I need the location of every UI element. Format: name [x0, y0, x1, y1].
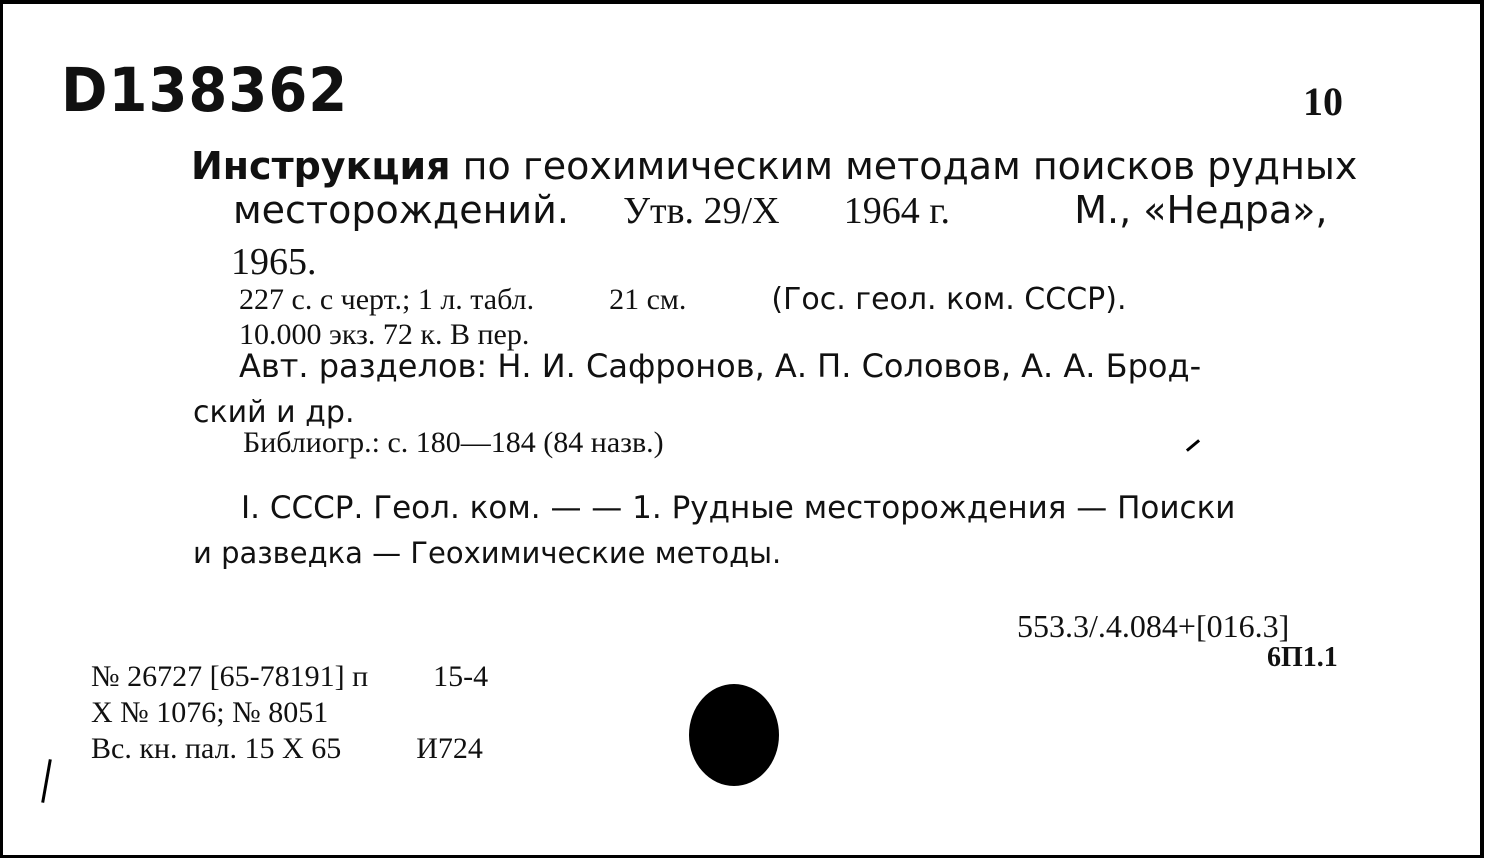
title-line-1-rest: по геохимическим методам поисков рудных [462, 144, 1358, 188]
accession-code: 15-4 [433, 660, 489, 693]
print-run: 10.000 экз. 72 к. В пер. [239, 318, 530, 351]
accession-line-1 [91, 660, 488, 694]
publication-year: 1965. [231, 241, 317, 283]
approval-date: Утв. 29/X [623, 190, 780, 232]
chamber-record: Вс. кн. пал. 15 X 65 [91, 732, 342, 765]
order-code: И724 [416, 732, 483, 765]
title-lead-word: Инструкция [191, 144, 451, 188]
subjects-line-1: I. СССР. Геол. ком. — — 1. Рудные месторождения — Поиски [241, 490, 1236, 526]
pages: 227 с. с черт.; 1 л. табл. [239, 283, 535, 316]
authors-line-2: ский и др. [193, 395, 355, 430]
accession-line-2: X № 1076; № 8051 [91, 696, 329, 729]
bbk-code: 6П1.1 [1267, 642, 1338, 673]
card-number: 10 [1303, 79, 1343, 124]
approval-year: 1964 г. [843, 190, 951, 232]
title-line-2-a: месторождений. [233, 188, 569, 232]
size: 21 см. [609, 283, 687, 316]
pen-tick-mark [1186, 439, 1200, 452]
punch-hole [689, 684, 779, 786]
series: (Гос. геол. ком. СССР). [771, 282, 1127, 317]
udc-code: 553.3/.4.084+[016.3] [1017, 608, 1290, 644]
accession-number: № 26727 [65-78191] п [91, 660, 369, 693]
physical-description [239, 282, 1126, 317]
subjects-line-2: и разведка — Геохимические методы. [193, 536, 782, 570]
accession-line-3 [91, 732, 483, 766]
authors-line-1: Авт. разделов: Н. И. Сафронов, А. П. Соловов, А. А. Брод- [239, 347, 1202, 385]
bibliography: Библиогр.: с. 180—184 (84 назв.) [243, 426, 664, 459]
title-line-1 [191, 144, 1357, 188]
title-line-2 [233, 188, 1327, 233]
call-number: D138362 [61, 56, 349, 127]
pen-mark [41, 759, 52, 803]
publisher: М., «Недра», [1074, 188, 1328, 232]
